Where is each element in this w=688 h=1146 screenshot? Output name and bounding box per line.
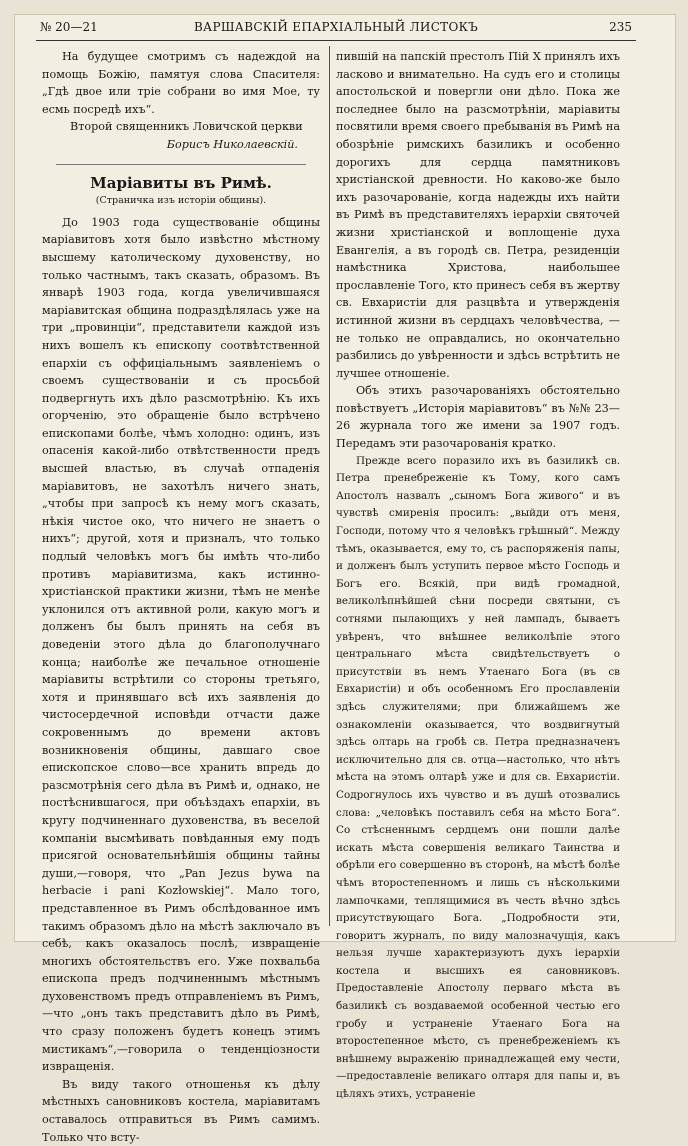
header-rule [36,40,636,41]
article-paragraph: Въ виду такого отношенья къ дѣлу мѣстныхъ сановниковъ костела, маріавитамъ оставалось отправиться въ Римъ самимъ. Только что всту- [42,1077,320,1144]
publication-title: ВАРШАВСКІЙ ЕПАРХІАЛЬНЫЙ ЛИСТОКЪ [193,20,479,34]
signature-line: Второй священникъ Ловичской церкви [70,120,303,134]
article-subtitle: (Страничка изъ исторіи общины). [95,195,267,207]
issue-number: № 20—21 [40,20,98,34]
article-paragraph: пившій на папскій престолъ Пій X принялъ ихъ ласково и внимательно. На судъ его и столицы апостольской и повергли они дѣло. Пока же последнее было на разсмотрѣніи, маріавиты посвятили время своего пребыванія въ Римѣ на обозрѣніе римскихъ базиликъ и особенно дорогихъ для сердца памятниковъ христіанской древности. Но каково-же было ихъ разочарованіе, когда надежды ихъ найти въ Римѣ въ представителяхъ іерархіи святочей жизни христіанской и воплощеніе духа Евангелія, а въ городѣ св. Петра, резиденціи намѣстника Христова, наибольшее прославленіе Того, кто принесъ себя въ жертву св. Евхаристіи для разцвѣта и утвержденія истинной жизни въ сердцахъ человѣчества, — не только не оправдались, но окончательно разбились до увѣренности и здѣсь встрѣтить не лучшее отношеніе. [336,50,620,380]
intro-paragraph: На будущее смотримъ съ надеждой на помощь Божію, памятуя слова Спасителя: „Гдѣ двое или тріе собрани во имя Мое, ту есмь посредѣ ихъ“. [42,50,320,116]
article-paragraph: Прежде всего поразило ихъ въ базиликѣ св. Петра пренебреженіе къ Тому, кого самъ Апостолъ назвалъ „сыномъ Бога живого“ и въ чувствѣ смиренія просилъ: „выйди отъ меня, Господи, потому что я человѣкъ грѣшный“. Между тѣмъ, оказывается, ему то, съ распоряженія папы, и долженъ былъ уступить первое мѣсто Господь и Богъ его. Всякій, при видѣ громадной, великолѣпнѣйшей сѣни посреди святыни, съ сотнями пылающихъ у ней лампадъ, бываетъ увѣренъ, что внѣшнее великолѣпіе этого центральнаго мѣста свидѣтельствуетъ о присутствіи въ немъ Утаенаго Бога (въ св Евхаристіи) и объ особенномъ Его прославленіи здѣсь служителями; при ближайшемъ же ознакомленіи оказывается, что воздвигнутый здѣсь олтарь на гробѣ св. Петра предназначенъ исключительно для св. отца—настолько, что нѣтъ мѣста на этомъ олтарѣ уже и для св. Евхаристіи. Содрогнулось ихъ чувство и въ душѣ отозвались слова: „человѣкъ поставилъ себя на мѣсто Бога“. Со стѣсненнымъ сердцемъ они пошли далѣе искать мѣста совершенія великаго Таинства и обрѣли его совершенно въ сторонѣ, на мѣстѣ болѣе чѣмъ второстепенномъ и лишь съ нѣсколькими лампочками, теплящимися въ честь вѣчно здѣсь присутствующаго Бога. „Подробности эти, говоритъ журналъ, по виду малозначущія, какъ нельзя лучше характеризуютъ духъ іерархіи костела и высшихъ ея сановниковъ. Предоставленіе Апостолу перваго мѣста въ базиликѣ съ воздаваемой особенной честью его гробу и устраненіе Утаенаго Бога на второстепенное мѣсто, съ пренебреженіемъ къ внѣшнему выраженію принадлежащей ему чести,—предоставленіе великаго олтаря для папы и, въ цѣляхъ этихъ, устраненіе [336,454,620,1101]
column-divider [329,46,330,926]
article-paragraph: До 1903 года существованіе общины маріавитовъ хотя было извѣстно мѣстному высшему католическому духовенству, но только частнымъ, такъ сказать, образомъ. Въ январѣ 1903 года, когда увеличившаяся маріавитская община подраздѣлялась уже на три „провинціи“, представители каждой изъ нихъ вошелъ къ епископу соотвѣтственной епархіи съ оффиціальнымъ заявленіемъ о своемъ существованіи и съ просьбой подвергнуть ихъ дѣло разсмотрѣнію. Къ ихъ огорченію, это обращеніе было встрѣчено епископами болѣе, чѣмъ холодно: одинъ, изъ опасенія какой-либо отвѣтственности предъ высшей властью, въ случаѣ отпаденія маріавитовъ, не захотѣлъ ничего знать, „чтобы при запросѣ къ нему могъ сказать, нѣкія чистое око, что ничего не знаетъ о нихъ“; другой, хотя и призналъ, что только подлый человѣкъ могъ бы имѣть что-либо противъ маріавитизма, какъ истинно-христіанской практики жизни, тѣмъ не менѣе уклонился отъ активной роли, какую могъ и долженъ бы былъ принять на себя въ доведеніи этого дѣла до благополучнаго конца; наиболѣе же печальное отношеніе маріавиты встрѣтили со стороны третьяго, хотя и принявшаго всѣ ихъ заявленія до чистосердечной исповѣди отчасти даже сокровеннымъ до времени актовъ возникновенія общины, давшаго свое епископское слово—все хранить впредь до разсмотрѣнія сего дѣла въ Римѣ и, однако, не постѣснившагося, при объѣздахъ епархіи, въ кругу подчиненнаго духовенства, въ веселой компаніи высмѣивать повѣданныя ему подъ присягой основательнѣйшія общины тайны души,—говоря, что „Pan Jezus bywa na herbacie i pani Kozłowskiej“. Мало того, представленное въ Римъ обслѣдованное имъ такимъ образомъ дѣло на мѣстѣ заключало въ себѣ, какъ оказалось послѣ, извращеніе многихъ обстоятельствъ его. Уже похвальба епископа предъ подчиненнымъ мѣстнымъ духовенствомъ предъ отправленіемъ въ Римъ,—что „онъ такъ представитъ дѣло въ Римѣ, что сразу положенъ будетъ конецъ этимъ мистикамъ“,—говорила о тенденціозности извращенія. [42,215,320,1074]
signature-name: Борисъ Николаевскій. [166,137,298,151]
running-header [40,20,632,38]
page-number: 235 [609,20,632,34]
article-title: Маріавиты въ Римѣ. [56,164,306,193]
article-paragraph: Объ этихъ разочарованіяхъ обстоятельно повѣствуетъ „Исторія маріавитовъ“ въ №№ 23—26 журнала того же имени за 1907 годъ. Передамъ эти разочарованія кратко. [336,384,620,451]
right-column [336,48,620,1104]
left-column [42,48,320,1146]
